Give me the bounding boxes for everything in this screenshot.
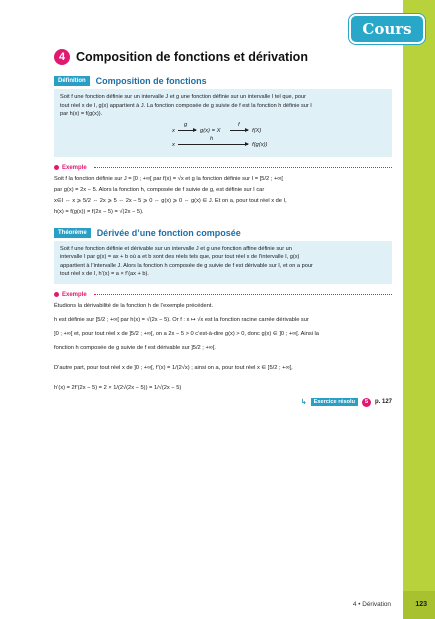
arrow-f	[230, 130, 248, 131]
side-color-bar	[403, 0, 435, 619]
diagram-f-label: f	[238, 121, 240, 128]
page-number: 123	[415, 601, 427, 608]
diagram-fgx: f(g(x))	[252, 141, 268, 148]
example2-line: h’(x) = 2f’(2x − 5) = 2 × 1/(2√(2x − 5)) = 1/√(2x − 5)	[54, 384, 182, 391]
example1-header	[54, 165, 392, 171]
example2-line: ]0 ; +∞[ et, pour tout réel x de ]5/2 ; +∞[, on a 2x − 5 > 0 c’est-à-dire g(x) > 0, donc g(x) ∈ ]0 ; +∞[. Ainsi la	[54, 330, 319, 337]
dotted-divider	[94, 294, 392, 295]
example1-line: par g(x) = 2x − 5. Alors la fonction h, composée de f suivie de g, est définie sur I car	[54, 186, 265, 193]
definition-header	[54, 76, 392, 86]
bullet-icon	[54, 292, 59, 297]
diagram-fX: f(X)	[252, 127, 262, 134]
definition-line: par h(x) = f(g(x)).	[60, 111, 103, 117]
example1-label: Exemple	[62, 164, 87, 171]
example2-header	[54, 292, 392, 298]
example2-line: Étudions la dérivabilité de la fonction h de l’exemple précédent.	[54, 302, 214, 309]
diagram-h-label: h	[210, 135, 214, 142]
arrow-right-icon: ↳	[300, 399, 307, 406]
theorem-header	[54, 228, 392, 238]
exercise-number: 5	[362, 398, 371, 407]
example2-label: Exemple	[62, 291, 87, 298]
diagram-x2: x	[172, 141, 175, 148]
composition-diagram	[60, 122, 387, 152]
arrow-g	[178, 130, 196, 131]
example1-line: Soit f la fonction définie sur J = [0 ; +∞[ par f(x) = √x et g la fonction définie sur I = [5/2 ; +∞[	[54, 175, 283, 182]
theorem-line: tout réel x de I, h’(x) = a × f’(ax + b).	[60, 271, 149, 277]
example2-line: h est définie sur [5/2 ; +∞[ par h(x) = √(2x − 5). Or f : x ↦ √x est la fonction racine carrée dérivable sur	[54, 316, 309, 323]
definition-box	[54, 89, 392, 157]
page-footer	[0, 601, 427, 608]
page-content	[54, 44, 392, 407]
definition-tag: Définition	[54, 76, 90, 86]
diagram-x: x	[172, 127, 175, 134]
definition-line: tout réel x de I, g(x) appartient à J. La fonction composée de g suivie de f est la fonction h définie sur I	[60, 102, 312, 109]
dotted-divider	[94, 167, 392, 168]
exercise-label[interactable]: Exercice résolu	[311, 398, 358, 406]
definition-title: Composition de fonctions	[95, 76, 207, 86]
exercise-page[interactable]: p. 127	[374, 399, 392, 405]
arrow-h	[178, 144, 248, 145]
example2-line: D’autre part, pour tout réel x de ]0 ; +∞[, f’(x) = 1/(2√x) ; ainsi on a, pour tout réel x ∈ ]5/2 ; +∞[,	[54, 364, 293, 371]
definition-line: Soit f une fonction définie sur un intervalle J et g une fonction définie sur un intervalle I tel que, pour	[60, 94, 306, 100]
section-number: 4	[54, 49, 70, 65]
diagram-g-label: g	[184, 121, 188, 128]
cours-tab: Cours	[349, 14, 425, 44]
theorem-line: intervalle I par g(x) = ax + b où a et b sont des réels tels que, pour tout réel x de l’intervalle I, g(x)	[60, 254, 300, 260]
theorem-box	[54, 241, 392, 284]
section-header	[54, 44, 392, 70]
theorem-line: appartient à l’intervalle J. Alors la fonction h composée de g suivie de f est dérivable sur I, et on a pour	[60, 262, 313, 269]
example1-line: h(x) = f(g(x)) = f(2x − 5) = √(2x − 5).	[54, 208, 144, 215]
example2-line: fonction h composée de g suivie de f est dérivable sur ]5/2 ; +∞[.	[54, 344, 216, 351]
example1-line: x∈I ⇔ x ⩾ 5/2 ⇔ 2x ⩾ 5 ⇔ 2x − 5 ⩾ 0 ⇔ g(x) ⩾ 0 ⇔ g(x) ∈ J. Et on a, pour tout réel x de I,	[54, 197, 287, 204]
theorem-line: Soit f une fonction définie et dérivable sur un intervalle J et g une fonction affine définie sur un	[60, 245, 292, 252]
section-title: Composition de fonctions et dérivation	[76, 50, 308, 64]
bullet-icon	[54, 165, 59, 170]
theorem-tag: Théorème	[54, 228, 91, 238]
diagram-gx: g(x) = X	[200, 127, 221, 134]
theorem-title: Dérivée d’une fonction composée	[96, 227, 241, 238]
chapter-label: 4 • Dérivation	[352, 601, 391, 608]
exercise-link[interactable]	[54, 398, 392, 407]
